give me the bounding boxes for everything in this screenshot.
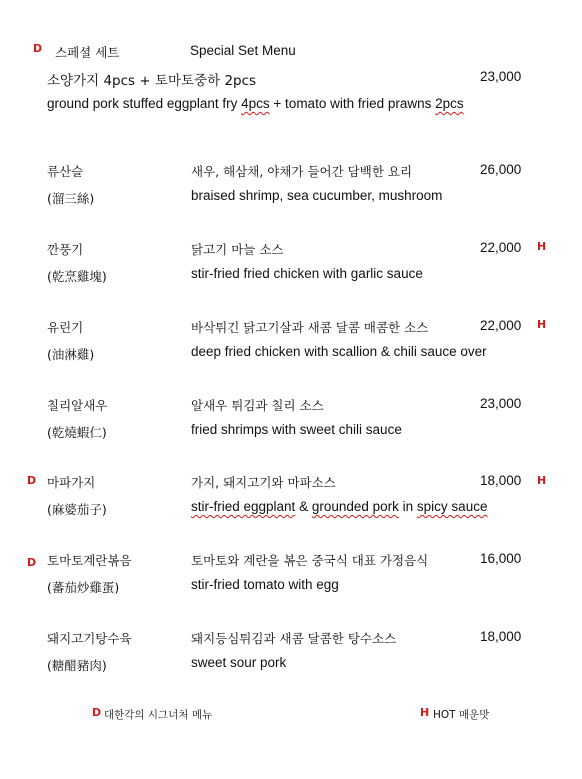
hot-mark-icon: H xyxy=(420,706,430,719)
menu-item-name-kr: 돼지고기탕수육 xyxy=(47,631,132,646)
menu-item-desc-en: stir-fried fried chicken with garlic sauce xyxy=(191,266,423,281)
set-title-kr: 스페셜 세트 xyxy=(55,45,120,60)
hot-mark-icon: H xyxy=(537,318,547,331)
menu-item-name-kr: 토마토계란볶음 xyxy=(47,553,132,568)
menu-item-desc-en: braised shrimp, sea cucumber, mushroom xyxy=(191,188,443,203)
menu-item-price: 18,000 xyxy=(480,473,522,488)
menu-item-desc-en: stir-fried tomato with egg xyxy=(191,577,339,592)
signature-mark-icon: D xyxy=(92,706,102,719)
menu-item-desc-kr: 닭고기 마늘 소스 xyxy=(191,242,284,257)
menu-item-price: 22,000 xyxy=(480,318,522,333)
menu-item-desc-en: fried shrimps with sweet chili sauce xyxy=(191,422,402,437)
menu-item-name-hanja: (油淋雞) xyxy=(47,347,95,362)
menu-item-desc-en: sweet sour pork xyxy=(191,655,287,670)
hot-mark-icon: H xyxy=(537,474,547,487)
menu-item-desc-kr: 돼지등심튀김과 새콤 달콤한 탕수소스 xyxy=(191,631,397,646)
menu-item-name-hanja: (蕃茄炒雞蛋) xyxy=(47,580,120,595)
menu-item-price: 26,000 xyxy=(480,162,522,177)
menu-item-name-kr: 깐풍기 xyxy=(47,242,84,257)
menu-item-name-hanja: (糖醋豬肉) xyxy=(47,658,107,673)
set-price: 23,000 xyxy=(480,69,522,84)
menu-item-desc-kr: 토마토와 계란을 볶은 중국식 대표 가정음식 xyxy=(191,553,429,568)
menu-item-price: 18,000 xyxy=(480,629,522,644)
menu-item-price: 23,000 xyxy=(480,396,522,411)
signature-mark-icon: D xyxy=(33,42,43,55)
set-name-kr: 소양가지 4pcs + 토마토중하 2pcs xyxy=(47,73,257,89)
menu-item-desc-kr: 알새우 튀김과 칠리 소스 xyxy=(191,398,324,413)
menu-item-desc-en: stir-fried eggplant & grounded pork in spicy sauce xyxy=(191,499,488,514)
menu-item-name-kr: 칠리알새우 xyxy=(47,398,108,413)
menu-item-name-hanja: (乾烹雞塊) xyxy=(47,269,107,284)
menu-item-name-hanja: (溜三絲) xyxy=(47,191,95,206)
legend-hot: HOT 매운맛 xyxy=(433,709,490,721)
menu-item-price: 16,000 xyxy=(480,551,522,566)
menu-item-desc-kr: 바삭튀긴 닭고기살과 새콤 달콤 매콤한 소스 xyxy=(191,320,429,335)
menu-item-name-hanja: (乾燒蝦仁) xyxy=(47,425,107,440)
legend-signature: 대한각의 시그너처 메뉴 xyxy=(104,709,213,721)
set-desc-en: ground pork stuffed eggplant fry 4pcs + tomato with fried prawns 2pcs xyxy=(47,96,464,111)
menu-item-desc-en: deep fried chicken with scallion & chili sauce over xyxy=(191,344,487,359)
menu-item-desc-kr: 새우, 해삼채, 야채가 들어간 담백한 요리 xyxy=(191,164,413,179)
menu-item-name-kr: 유린기 xyxy=(47,320,84,335)
menu-item-name-hanja: (麻婆茄子) xyxy=(47,502,107,517)
set-title-en: Special Set Menu xyxy=(190,43,296,58)
signature-mark-icon: D xyxy=(27,474,37,487)
hot-mark-icon: H xyxy=(537,240,547,253)
menu-item-price: 22,000 xyxy=(480,240,522,255)
menu-item-desc-kr: 가지, 돼지고기와 마파소스 xyxy=(191,475,336,490)
menu-item-name-kr: 류산슬 xyxy=(47,164,84,179)
signature-mark-icon: D xyxy=(27,556,37,569)
menu-item-name-kr: 마파가지 xyxy=(47,475,96,490)
